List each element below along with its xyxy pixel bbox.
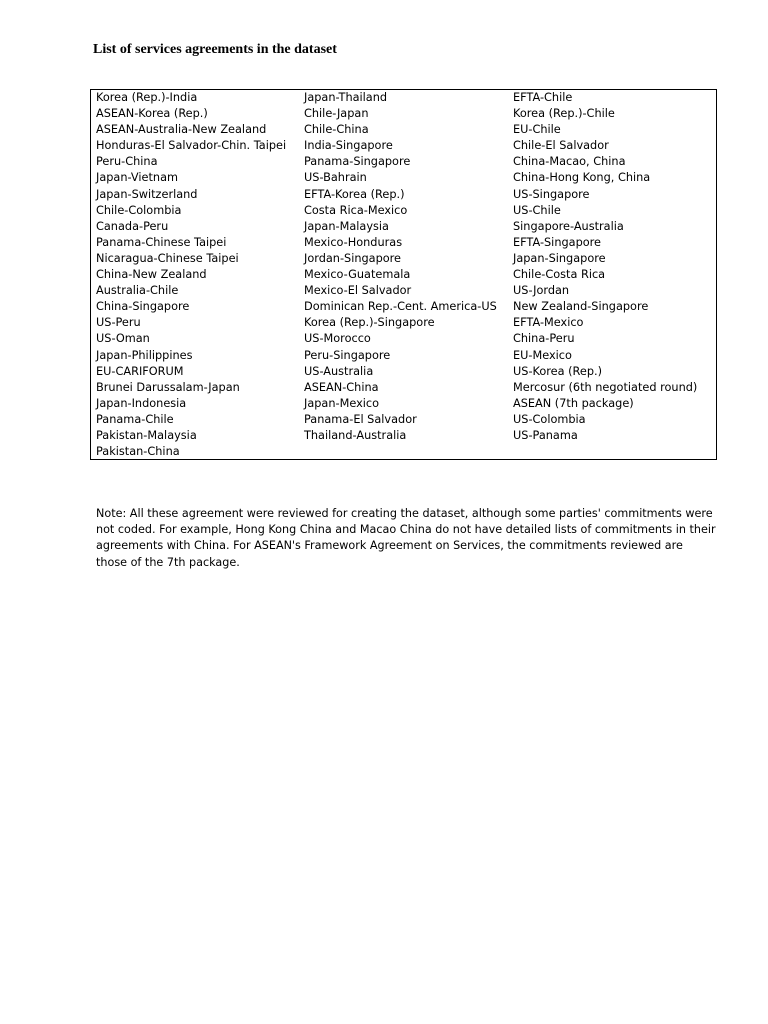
agreement-item: Pakistan-China (96, 445, 180, 459)
agreement-item: China-Macao, China (513, 155, 626, 169)
agreement-item: ASEAN-Korea (Rep.) (96, 107, 208, 121)
agreement-item: US-Singapore (513, 187, 590, 201)
agreement-item: Japan-Indonesia (96, 396, 187, 410)
agreement-item: US-Colombia (513, 412, 586, 426)
agreement-item: Korea (Rep.)-Chile (513, 107, 615, 121)
agreements-table (90, 89, 717, 460)
agreement-item: Mexico-Honduras (304, 235, 403, 249)
agreement-item: China-Singapore (96, 300, 190, 314)
note-paragraph (96, 506, 726, 571)
agreement-item: EU-CARIFORUM (96, 364, 184, 378)
agreement-item: India-Singapore (304, 139, 393, 153)
agreement-item: Panama-Singapore (304, 155, 411, 169)
agreement-item: Nicaragua-Chinese Taipei (96, 251, 239, 265)
agreement-item: US-Korea (Rep.) (513, 364, 603, 378)
agreement-item: EFTA-Mexico (513, 316, 584, 330)
agreement-item: US-Morocco (304, 332, 371, 346)
agreement-item: Japan-Philippines (96, 348, 193, 362)
agreement-item: Jordan-Singapore (304, 251, 402, 265)
agreement-item: Chile-China (304, 123, 369, 137)
agreement-item: US-Chile (513, 203, 561, 217)
agreement-item: Japan-Mexico (304, 396, 380, 410)
agreement-item: China-Hong Kong, China (513, 171, 651, 185)
agreement-item: Panama-Chile (96, 412, 174, 426)
agreement-item: Dominican Rep.-Cent. America-US (304, 300, 497, 314)
agreement-item: New Zealand-Singapore (513, 300, 649, 314)
note-line: those of the 7th package. (96, 555, 240, 569)
agreement-item: US-Bahrain (304, 171, 367, 185)
agreements-column-3 (513, 90, 697, 444)
agreement-item: Japan-Singapore (513, 251, 606, 265)
agreement-item: Thailand-Australia (304, 428, 407, 442)
agreement-item: Mexico-Guatemala (304, 268, 411, 282)
agreement-item: Chile-Japan (304, 107, 369, 121)
agreement-item: Japan-Switzerland (96, 187, 198, 201)
agreement-item: ASEAN-Australia-New Zealand (96, 123, 267, 137)
agreement-item: ASEAN-China (304, 380, 379, 394)
agreement-item: Chile-Costa Rica (513, 268, 606, 282)
agreement-item: EU-Chile (513, 123, 561, 137)
agreement-item: US-Oman (96, 332, 150, 346)
agreement-item: Chile-Colombia (96, 203, 182, 217)
agreement-item: Panama-Chinese Taipei (96, 235, 227, 249)
note-line: not coded. For example, Hong Kong China and Macao China do not have detailed lists of commitments in their (96, 523, 716, 537)
note-line: Note: All these agreement were reviewed for creating the dataset, although some parties' commitments were (96, 507, 713, 520)
agreement-item: Singapore-Australia (513, 219, 624, 233)
agreement-item: US-Jordan (513, 284, 570, 298)
agreement-item: US-Panama (513, 428, 578, 442)
agreements-column-1 (96, 90, 286, 460)
agreement-item: EFTA-Korea (Rep.) (304, 187, 405, 201)
agreement-item: Australia-Chile (96, 284, 179, 298)
agreement-item: Korea (Rep.)-Singapore (304, 316, 435, 330)
agreement-item: Japan-Malaysia (304, 219, 389, 233)
agreement-item: Korea (Rep.)-India (96, 91, 198, 104)
agreement-item: Panama-El Salvador (304, 412, 417, 426)
agreement-item: Peru-Singapore (304, 348, 391, 362)
agreement-item: US-Australia (304, 364, 374, 378)
agreement-item: Chile-El Salvador (513, 139, 609, 153)
agreement-item: Canada-Peru (96, 219, 169, 233)
agreement-item: Costa Rica-Mexico (304, 203, 408, 217)
agreement-item: US-Peru (96, 316, 141, 330)
agreement-item: Honduras-El Salvador-Chin. Taipei (96, 139, 287, 153)
agreement-item: EU-Mexico (513, 348, 572, 362)
agreement-item: ASEAN (7th package) (513, 396, 634, 410)
agreement-item: EFTA-Singapore (513, 235, 602, 249)
agreement-item: Japan-Vietnam (96, 171, 179, 185)
agreement-item: Brunei Darussalam-Japan (96, 380, 240, 394)
note-line: agreements with China. For ASEAN's Framework Agreement on Services, the commitments reviewed are (96, 539, 683, 553)
agreements-column-2 (304, 90, 497, 444)
agreement-item: Japan-Thailand (304, 91, 388, 104)
agreement-item: Mexico-El Salvador (304, 284, 412, 298)
agreement-item: Mercosur (6th negotiated round) (513, 380, 698, 394)
agreement-item: China-New Zealand (96, 268, 207, 282)
agreement-item: Pakistan-Malaysia (96, 428, 197, 442)
page-title: List of services agreements in the dataset (93, 42, 337, 57)
agreement-item: China-Peru (513, 332, 575, 346)
agreement-item: Peru-China (96, 155, 158, 169)
agreement-item: EFTA-Chile (513, 91, 573, 104)
